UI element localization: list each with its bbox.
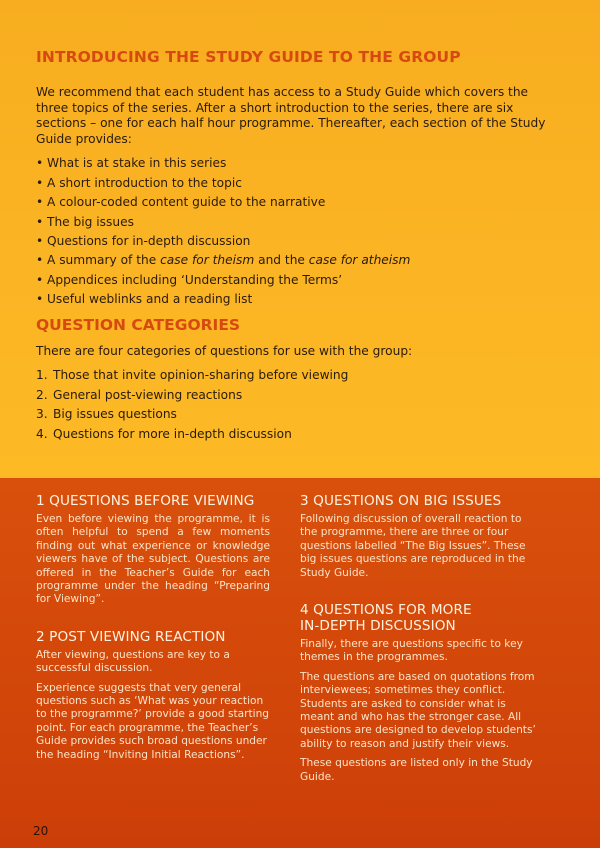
list-item: • Useful weblinks and a reading list [36, 290, 564, 309]
item-number: 4. [36, 427, 48, 441]
post-viewing-reaction-heading: 2 POST VIEWING REACTION [36, 628, 226, 645]
study-guide-list [36, 154, 564, 309]
in-depth-discussion-heading [300, 602, 536, 634]
questions-before-viewing-body: Even before viewing the programme, it is often helpful to spend a few moments finding out what experience or knowledge viewers have of the subject. Questions are offered in the Teacher’s Guide for each programme under the heading “Preparing for Viewing”. [36, 513, 270, 606]
lower-panel [0, 478, 600, 848]
question-categories-list [36, 366, 564, 444]
item-text: Questions for more in-depth discussion [53, 427, 292, 441]
item-number: 3. [36, 407, 48, 422]
item-text: Those that invite opinion-sharing before viewing [53, 368, 349, 383]
list-item [36, 425, 564, 445]
list-item [36, 251, 564, 270]
right-column [300, 493, 536, 790]
case-for-theism: case for theism [160, 253, 255, 268]
study-guide-intro: We recommend that each student has access to a Study Guide which covers the three topics of the series. After a short introduction to the series, there are six sections – one for each half hour programme. Thereafter, each section of the Study Guide provides: [36, 85, 546, 146]
big-issues-body: Following discussion of overall reaction to the programme, there are three or four questions labelled “The Big Issues”. These big issues questions are reproduced in the Study Guide. [300, 513, 526, 579]
case-for-atheism: case for atheism [308, 253, 411, 268]
in-depth-discussion-p2: The questions are based on quotations from interviewees; sometimes they conflict. Students are asked to consider what is meant and who has the stronger case. All questions are designed to develop students’ ability to reason and justify their views. [300, 670, 536, 750]
big-issues-heading: 3 QUESTIONS ON BIG ISSUES [300, 493, 502, 509]
item-number: 1. [36, 368, 48, 383]
questions-before-viewing-heading: 1 QUESTIONS BEFORE VIEWING [36, 493, 255, 509]
heading-line: 4 QUESTIONS FOR MORE [300, 602, 472, 619]
item-text: Big issues questions [53, 407, 177, 422]
list-item: • What is at stake in this series [36, 154, 564, 173]
post-viewing-reaction-p1: After viewing, questions are key to a successful discussion. [36, 648, 230, 675]
list-item: • The big issues [36, 213, 564, 232]
study-guide-heading: INTRODUCING THE STUDY GUIDE TO THE GROUP [36, 48, 461, 66]
list-item: • A short introduction to the topic [36, 174, 564, 193]
in-depth-discussion-p1: Finally, there are questions specific to key themes in the programmes. [300, 638, 523, 664]
question-categories-intro: There are four categories of questions for use with the group: [36, 343, 413, 358]
list-item-text: and the [254, 253, 309, 268]
list-item [36, 386, 564, 406]
post-viewing-reaction-p2: Experience suggests that very general questions such as ‘What was your reaction to the programme?’ provide a good starting point. For each programme, the Teacher’s Guide provides such broad questions under the heading “Inviting Initial Reactions”. [36, 681, 270, 761]
list-item-text: A summary of the [47, 253, 161, 268]
list-item: • Questions for in-depth discussion [36, 232, 564, 251]
page-number: 20 [33, 824, 49, 838]
question-categories-heading: QUESTION CATEGORIES [36, 315, 241, 334]
list-item: • Appendices including ‘Understanding the Terms’ [36, 271, 564, 290]
in-depth-discussion-p3: These questions are listed only in the Study Guide. [300, 757, 533, 783]
item-number: 2. [36, 387, 48, 402]
list-item [36, 366, 564, 386]
heading-line: IN-DEPTH DISCUSSION [300, 618, 456, 635]
item-text: General post-viewing reactions [53, 387, 243, 402]
list-item: • A colour-coded content guide to the narrative [36, 193, 564, 212]
list-item [36, 405, 564, 425]
left-column [36, 493, 270, 768]
